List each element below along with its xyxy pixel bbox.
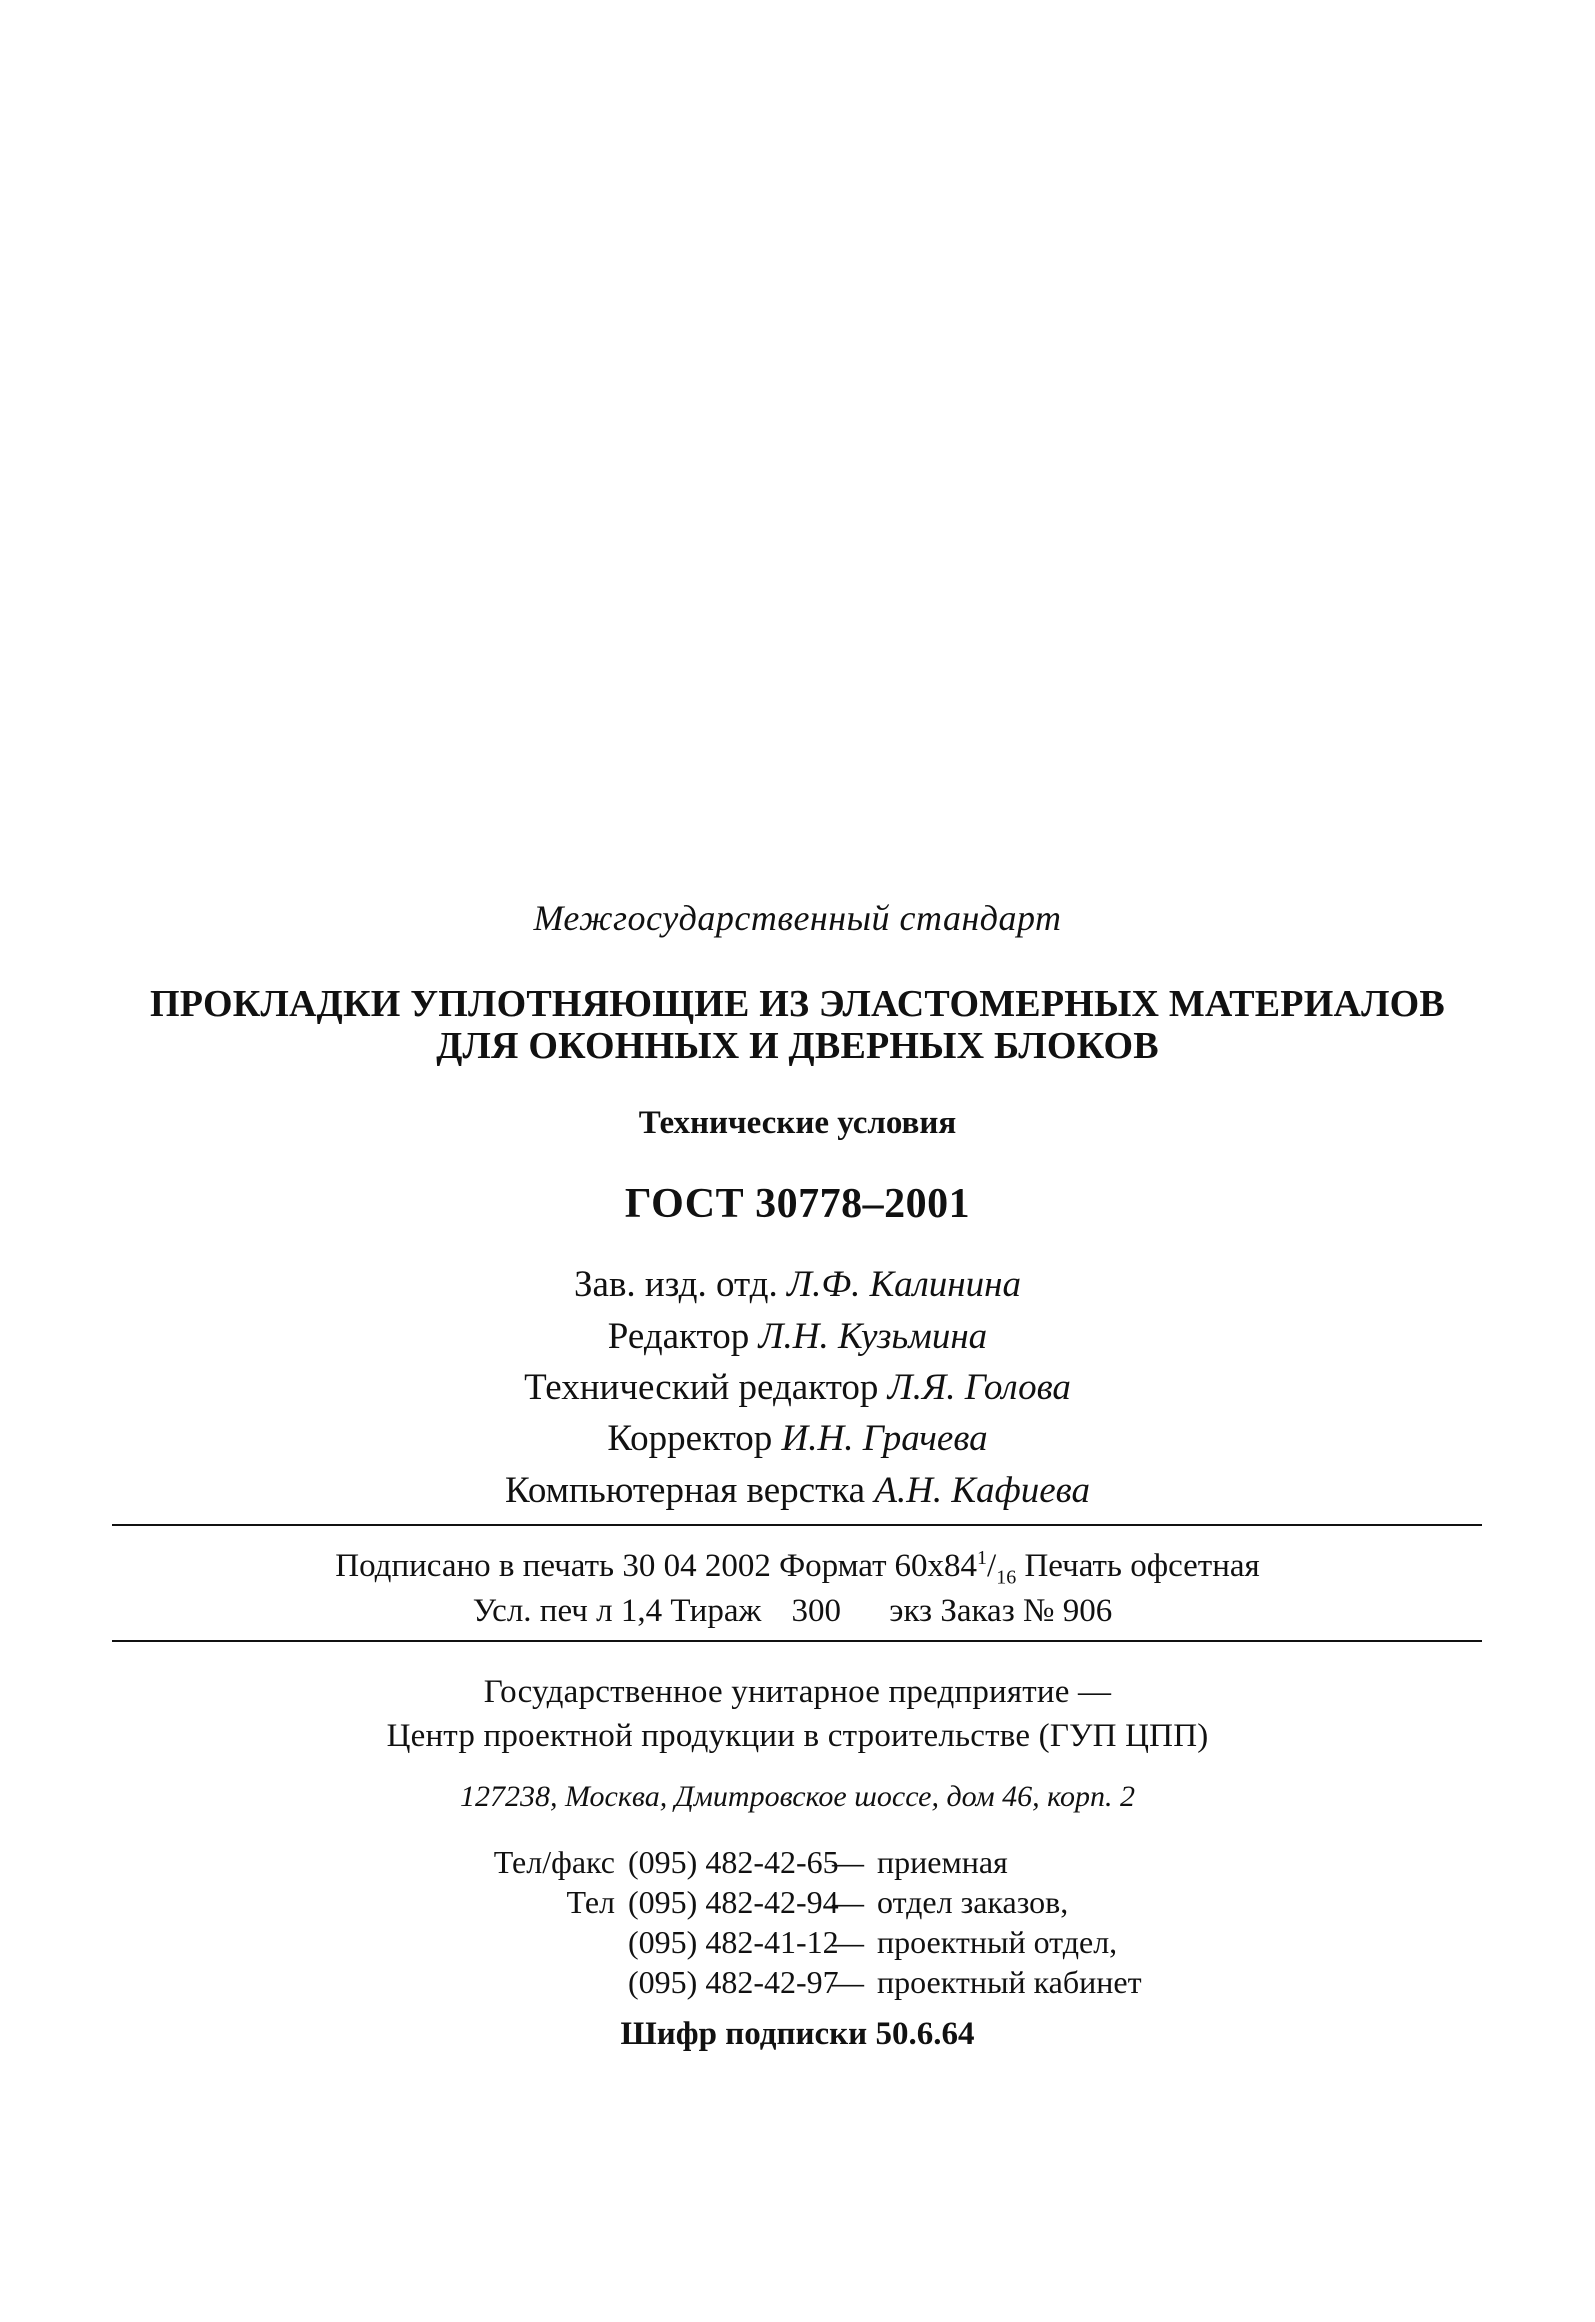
credit-layout <box>0 1472 1595 1509</box>
print-type: Печать офсетная <box>1024 1548 1260 1584</box>
order-value: 906 <box>1062 1593 1113 1629</box>
format-value: $60х84^1/_{16}$ <box>894 1547 1017 1589</box>
copies-label: экз <box>889 1593 933 1629</box>
phone-label: Тел <box>566 1884 615 1920</box>
phone-dash: — <box>832 1884 864 1920</box>
document-title-line-1: ПРОКЛАДКИ УПЛОТНЯЮЩИЕ ИЗ ЭЛАСТОМЕРНЫХ МАТЕРИАЛОВ <box>150 983 1445 1025</box>
run-label: Тираж <box>670 1593 762 1629</box>
publisher-address: 127238, Москва, Дмитровское шоссе, дом 46, корп. 2 <box>459 1780 1136 1813</box>
credit-role: Зав. изд. отд. <box>573 1264 778 1305</box>
phone-number: (095) 482-42-97 <box>628 1964 839 2000</box>
phone-description: приемная <box>877 1844 1008 1880</box>
imprint-line-2 <box>0 1595 1590 1628</box>
credit-role: Технический редактор <box>524 1367 879 1408</box>
credit-technical-editor <box>0 1369 1595 1406</box>
credit-name: Л.Н. Кузьмина <box>758 1316 988 1357</box>
phone-row-design-office <box>460 1966 1280 2002</box>
credit-name: И.Н. Грачева <box>781 1418 988 1459</box>
phone-description: отдел заказов, <box>877 1884 1069 1920</box>
run-value: 300 <box>791 1593 842 1629</box>
document-series: Межгосударственный стандарт <box>533 898 1062 938</box>
credit-name: Л.Я. Голова <box>887 1367 1071 1408</box>
phone-description: проектный отдел, <box>877 1924 1118 1960</box>
signed-date: 30 04 2002 <box>622 1548 771 1584</box>
phone-row-design-dept <box>460 1926 1280 1962</box>
phone-number: (095) 482-41-12 <box>628 1924 839 1960</box>
sheets-label: Усл. печ л <box>472 1593 613 1629</box>
document-title-line-2: ДЛЯ ОКОННЫХ И ДВЕРНЫХ БЛОКОВ <box>436 1025 1159 1067</box>
credit-role: Компьютерная верстка <box>505 1470 866 1511</box>
publisher-line-1: Государственное унитарное предприятие — <box>483 1674 1112 1710</box>
credit-editor <box>0 1318 1595 1355</box>
subscription-cipher: Шифр подписки 50.6.64 <box>620 2016 975 2052</box>
phone-label: Тел/факс <box>493 1844 615 1880</box>
document-subtitle: Технические условия <box>638 1105 957 1141</box>
divider-top <box>112 1524 1482 1526</box>
credit-name: А.Н. Кафиева <box>874 1470 1090 1511</box>
credit-proofreader <box>0 1420 1595 1457</box>
phone-row-reception <box>460 1846 1280 1882</box>
format-label: Формат <box>779 1548 887 1584</box>
phone-dash: — <box>832 1964 864 2000</box>
credit-role: Редактор <box>607 1316 750 1357</box>
credit-role: Корректор <box>607 1418 773 1459</box>
divider-bottom <box>112 1640 1482 1642</box>
credit-editor-in-chief <box>0 1266 1595 1303</box>
order-label: Заказ № <box>940 1593 1055 1629</box>
phone-description: проектный кабинет <box>877 1964 1142 2000</box>
publisher-line-2: Центр проектной продукции в строительстве (ГУП ЦПП) <box>386 1718 1209 1754</box>
phone-dash: — <box>832 1844 864 1880</box>
phone-row-orders <box>460 1886 1280 1922</box>
phone-number: (095) 482-42-65 <box>628 1844 839 1880</box>
signed-label: Подписано в печать <box>335 1548 615 1584</box>
phone-dash: — <box>832 1924 864 1960</box>
sheets-value: 1,4 <box>620 1593 663 1629</box>
credit-name: Л.Ф. Калинина <box>787 1264 1021 1305</box>
phone-number: (095) 482-42-94 <box>628 1884 839 1920</box>
document-designation: ГОСТ 30778–2001 <box>624 1181 971 1227</box>
imprint-line-1 <box>0 1548 1595 1588</box>
